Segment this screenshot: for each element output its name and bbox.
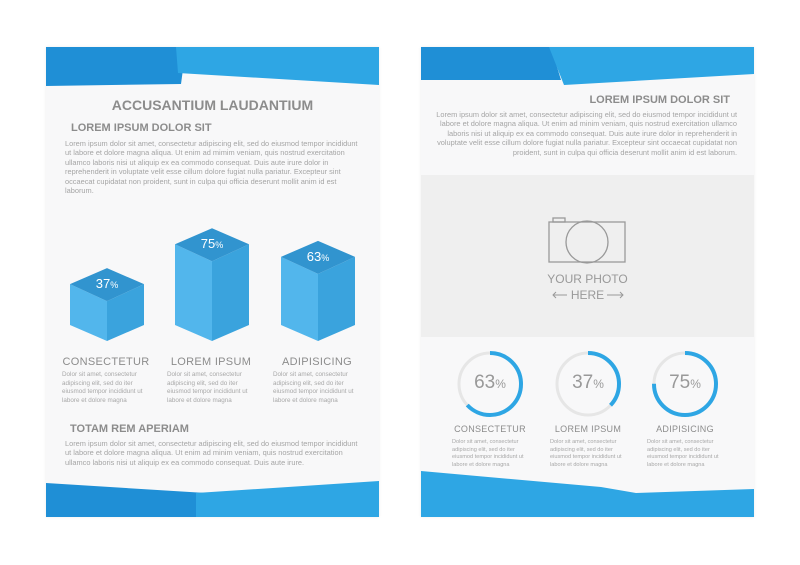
photo-caption-here: HERE — [570, 288, 605, 302]
column-label: ADIPISICING — [282, 356, 352, 368]
column-text: Dolor sit amet, consectetur adipiscing elit, sed do iter eiusmod tempor incididunt ut labore et dolore magna — [62, 371, 143, 404]
column-text: Dolor sit amet, consectetur adipiscing elit, sed do iter eiusmod tempor incididunt ut labore et dolore magna — [647, 439, 719, 468]
cube-percent: 75% — [200, 236, 224, 252]
section-heading: LOREM IPSUM DOLOR SIT — [71, 122, 212, 134]
header-shape-dark — [421, 47, 561, 80]
page-title: ACCUSANTIUM LAUDANTIUM — [111, 97, 314, 113]
column-label: CONSECTETUR — [454, 424, 526, 434]
intro-text: Lorem ipsum dolor sit amet, consectetur adipiscing elit, sed do eiusmod tempor incididunt ut labore et dolore magna aliqua. Ut enim ad minim veniam, quis nostrud exercitation ullamco laboris nisi ut aliquip ex ea commodo consequat. Duis aute irure dolor in reprehenderit in voluptate velit esse cillum dolore fugiat nulla pariatur. Excepteur sint occaecat cupidatat non proident, sunt in culpa qui officia deserunt mollit anim id est laborum. — [436, 110, 737, 157]
ring-percent: 63% — [474, 372, 506, 393]
cube-front-face — [175, 244, 212, 341]
column-label: LOREM IPSUM — [554, 424, 622, 434]
section-heading: TOTAM REM APERIAM — [70, 423, 189, 435]
column-text: Dolor sit amet, consectetur adipiscing elit, sed do iter eiusmod tempor incididunt ut labore et dolore magna — [273, 371, 354, 404]
header-shape-light — [176, 47, 379, 85]
column-text: Dolor sit amet, consectetur adipiscing elit, sed do iter eiusmod tempor incididunt ut labore et dolore magna — [550, 439, 622, 468]
column-label: CONSECTETUR — [62, 356, 150, 368]
column-text: Dolor sit amet, consectetur adipiscing elit, sed do iter eiusmod tempor incididunt ut labore et dolore magna — [452, 439, 524, 468]
footer-shape-dark — [46, 483, 206, 517]
section-heading: LOREM IPSUM DOLOR SIT — [589, 94, 730, 106]
footer-shape-light — [196, 481, 379, 517]
section-text: Lorem ipsum dolor sit amet, consectetur adipiscing elit, sed do eiusmod tempor incididunt ut labore et dolore magna aliqua. Ut enim ad minim veniam, quis nostrud exercitation ullamco laboris nisi ut aliquip ex ea commodo consequat. Duis aute irure. — [65, 439, 358, 467]
header-shape-dark — [46, 47, 186, 86]
photo-placeholder[interactable] — [421, 175, 754, 337]
cube-percent: 37% — [95, 276, 119, 292]
header-shape-light — [549, 47, 754, 85]
left-page — [46, 47, 379, 517]
cube-side-face — [212, 244, 249, 341]
footer-shape — [421, 471, 754, 517]
cube-percent: 63% — [306, 248, 330, 264]
column-label: ADIPISICING — [656, 424, 714, 434]
ring-percent: 37% — [572, 372, 604, 393]
ring-percent: 75% — [669, 372, 701, 393]
column-text: Dolor sit amet, consectetur adipiscing elit, sed do iter eiusmod tempor incididunt ut labore et dolore magna — [167, 371, 248, 404]
right-page — [421, 47, 754, 517]
column-label: LOREM IPSUM — [170, 356, 252, 368]
photo-caption: YOUR PHOTO — [547, 272, 628, 286]
intro-text: Lorem ipsum dolor sit amet, consectetur adipiscing elit, sed do eiusmod tempor incididunt ut labore et dolore magna aliqua. Ut enim ad mimim veniam, quis nostrud exercitation ullamco laboris nisi ut aliquip ex ea commodo consequat. Duis aute irure dolor in reprehenderit in voluptate velit esse cillum dolore fugiat nulla pariatur. Excepteur sint occaecat cupidatat non proident, sunt in culpa qui officia deserunt mollit anim id est laborum. — [65, 139, 358, 196]
